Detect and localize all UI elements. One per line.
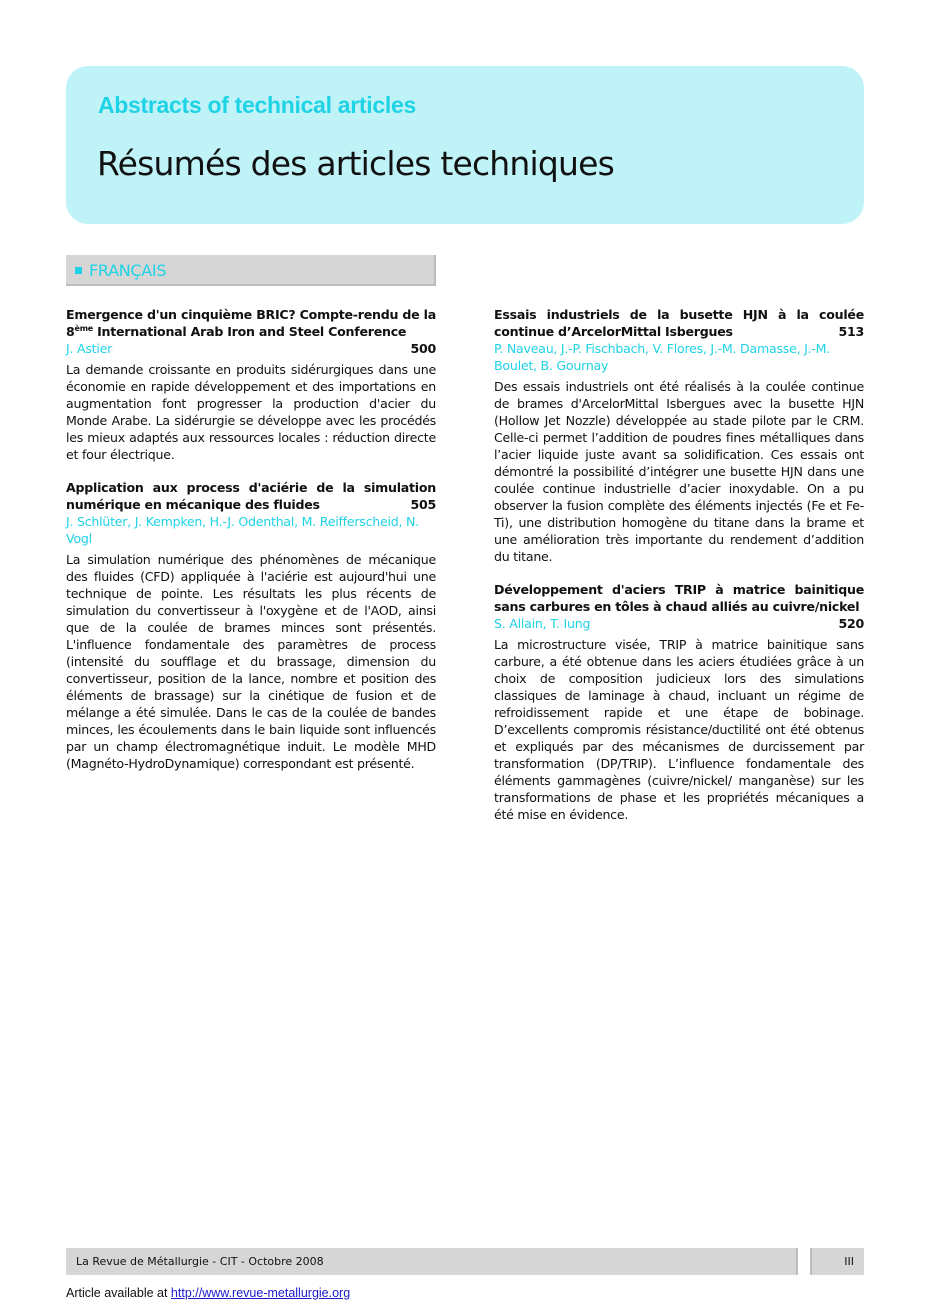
article-abstract: Des essais industriels ont été réalisés à la coulée continue de brames d'ArcelorMittal Isbergues avec la busette HJN (Hollow Jet Nozzle) développée au stade pilote par le CRM. Celle-ci permet l’addition de poudres fines métalliques dans l’acier liquide juste avant sa solidification. Ces essais ont démontré la possibilité d’intégrer une busette HJN dans une coulée continue industrielle d’acier inoxydable. On a pu observer la fusion complète des éléments injectés (Fe et Fe-Ti), une distribution homogène du titane dans la brame et une amélioration très importante du rendement d’addition du titane. <box>494 379 864 564</box>
language-section-bar <box>66 255 436 286</box>
article-title-text: Développement d'aciers TRIP à matrice bainitique sans carbures en tôles à chaud alliés au cuivre/nickel <box>494 582 864 614</box>
article-entry <box>494 306 864 565</box>
article-page-number: 513 <box>838 324 864 339</box>
availability-note <box>66 1286 350 1300</box>
article-title-text: Essais industriels de la busette HJN à la coulée continue d’ArcelorMittal Isbergues <box>494 307 864 339</box>
article-authors: J. Schlüter, J. Kempken, H.-J. Odenthal, M. Reifferscheid, N. Vogl <box>66 514 419 546</box>
article-title-text: Application aux process d'aciérie de la simulation numérique en mécanique des fluides <box>66 480 436 512</box>
footer-journal-info: La Revue de Métallurgie - CIT - Octobre 2008 <box>76 1255 324 1268</box>
header-banner <box>66 66 864 224</box>
journal-website-link[interactable]: http://www.revue-metallurgie.org <box>170 1286 351 1300</box>
footer-page-number: III <box>844 1255 854 1268</box>
footer-bar <box>66 1248 798 1275</box>
article-entry <box>66 479 436 772</box>
article-title-part: International Arab Iron and Steel Conference <box>92 324 407 339</box>
article-abstract: La microstructure visée, TRIP à matrice bainitique sans carbure, a été obtenue dans les aciers étudiées grâce à un choix de composition judicieux lors des simulations classiques de laminage à chaud, incluant un régime de refroidissement rapide et une étape de bobinage. D’excellents compromis résistance/ductilité ont été obtenus et expliqués par des mécanismes de durcissement par transformation (DP/TRIP). L’influence fondamentale des éléments gammagènes (cuivre/nickel/ manganèse) sur les transformations de phase et les propriétés mécaniques a été mise en évidence. <box>494 637 864 822</box>
footer-page-box <box>810 1248 864 1275</box>
article-abstract: La simulation numérique des phénomènes de mécanique des fluides (CFD) appliquée à l'aciérie est aujourd'hui une technique de pointe. Les résultats les plus récents de simulation du convertisseur à l'oxygène et de l'AOD, ainsi que de la coulée de brames minces sont présentés. L'influence fondamentale des paramètres de process (intensité du soufflage et du brassage, dimension du convertisseur, position de la lance, nombre et position des éléments de brassage) sur la cinétique de fusion et de mélange a été simulée. Dans le cas de la coulée de bandes minces, les écoulements dans le bain liquide sont influencés par un champ électromagnétique induit. Le modèle MHD (Magnéto-HydroDynamique) correspondant est présenté. <box>66 552 436 771</box>
article-entry <box>494 581 864 823</box>
article-title <box>66 479 436 513</box>
left-column <box>66 306 436 788</box>
article-authors: S. Allain, T. Iung <box>494 616 591 631</box>
header-title-french: Résumés des articles techniques <box>97 144 615 183</box>
bullet-square-icon <box>75 267 82 274</box>
language-label: FRANÇAIS <box>89 261 167 280</box>
superscript-ordinal: ème <box>74 323 93 333</box>
article-page-number: 520 <box>838 616 864 631</box>
article-page-number: 500 <box>410 341 436 356</box>
article-authors: J. Astier <box>66 341 113 356</box>
article-page-number: 505 <box>410 497 436 512</box>
article-abstract: La demande croissante en produits sidérurgiques dans une économie en rapide développement et des importations en augmentation font progresser la production d'acier du Monde Arabe. La sidérurgie se développe avec les procédés les mieux adaptés aux ressources locales : réduction directe et four électrique. <box>66 362 436 462</box>
article-entry <box>66 306 436 463</box>
article-title-part: Emergence d'un cinquième BRIC? Compte-rendu de la 8 <box>66 307 436 339</box>
right-column <box>494 306 864 839</box>
article-authors: P. Naveau, J.-P. Fischbach, V. Flores, J.-M. Damasse, J.-M. Boulet, B. Gournay <box>494 341 830 373</box>
availability-prefix: Article available at <box>66 1286 171 1300</box>
header-title-english: Abstracts of technical articles <box>98 92 416 118</box>
article-title <box>494 306 864 340</box>
